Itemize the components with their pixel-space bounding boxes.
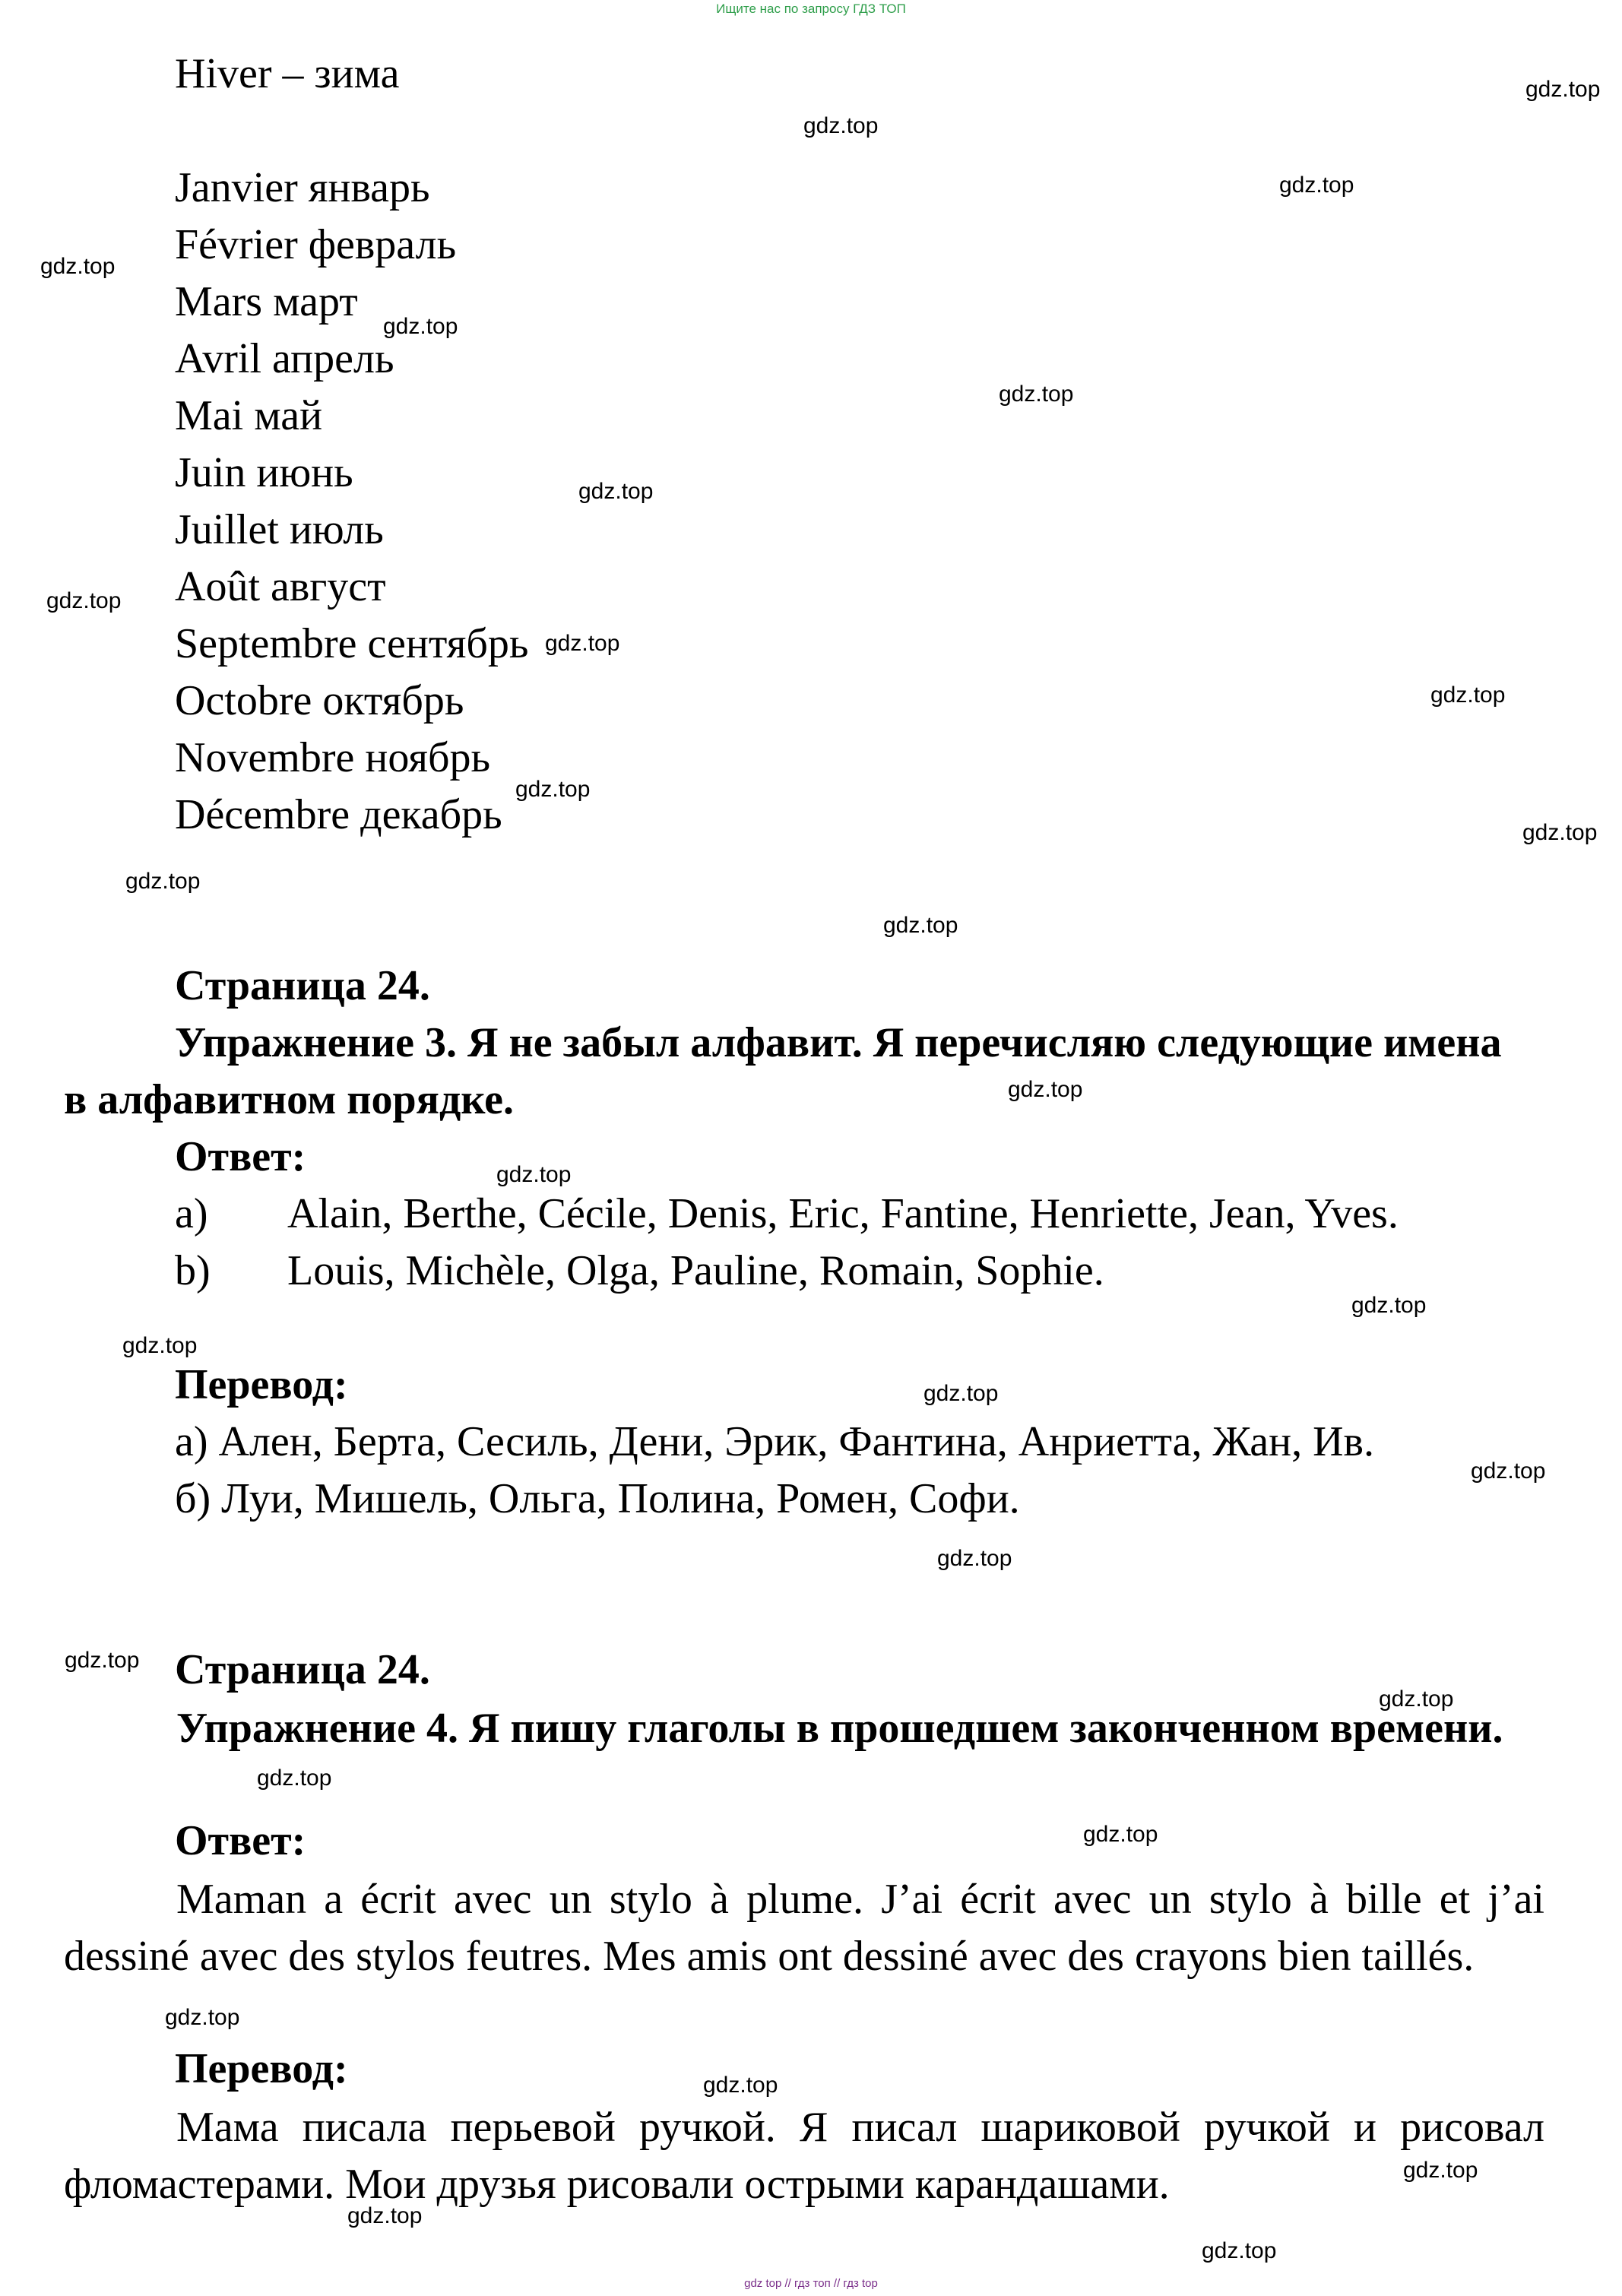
watermark: gdz.top	[1202, 2238, 1277, 2263]
watermark: gdz.top	[1403, 2158, 1478, 2183]
watermark: gdz.top	[383, 314, 458, 339]
month-item: Juillet июль	[175, 506, 384, 553]
ex3-title-line2: в алфавитном порядке.	[64, 1076, 515, 1123]
watermark: gdz.top	[703, 2073, 778, 2098]
watermark: gdz.top	[496, 1162, 572, 1187]
watermark: gdz.top	[578, 479, 654, 504]
watermark: gdz.top	[1525, 77, 1601, 102]
watermark: gdz.top	[1351, 1293, 1427, 1318]
watermark: gdz.top	[1279, 173, 1354, 198]
ex4-translation-text: Мама писала перьевой ручкой. Я писал шариковой ручкой и рисовал фломастерами. Мои друзья рисовали острыми карандашами.	[64, 2104, 1544, 2208]
ex4-page-heading: Страница 24.	[175, 1646, 430, 1693]
watermark: gdz.top	[999, 382, 1074, 407]
watermark: gdz.top	[1430, 682, 1506, 708]
season-heading: Hiver – зима	[175, 50, 400, 97]
ex4-answer-text: Maman a écrit avec un stylo à plume. J’ai écrit avec un stylo à bille et j’ai dessiné avec des stylos feutres. Mes amis ont dessiné avec des crayons bien taillés.	[64, 1876, 1544, 1980]
ex3-title-line1: Упражнение 3. Я не забыл алфавит. Я перечисляю следующие имена	[175, 1019, 1502, 1066]
watermark: gdz.top	[165, 2005, 240, 2030]
bottom-banner: gdz top // гдз топ // гдз top	[744, 2277, 878, 2290]
watermark: gdz.top	[1522, 820, 1598, 845]
month-item: Mars март	[175, 278, 358, 325]
watermark: gdz.top	[46, 588, 122, 613]
month-item: Octobre октябрь	[175, 677, 464, 724]
watermark: gdz.top	[515, 777, 591, 802]
watermark: gdz.top	[65, 1648, 140, 1673]
watermark: gdz.top	[122, 1333, 198, 1358]
ex4-translation-label: Перевод:	[175, 2045, 348, 2092]
watermark: gdz.top	[125, 869, 201, 894]
month-item: Juin июнь	[175, 449, 353, 496]
watermark: gdz.top	[883, 913, 958, 938]
top-banner: Ищите нас по запросу ГДЗ ТОП	[716, 2, 906, 16]
watermark: gdz.top	[1008, 1077, 1083, 1102]
watermark: gdz.top	[40, 254, 116, 279]
watermark: gdz.top	[257, 1766, 332, 1791]
watermark: gdz.top	[803, 113, 879, 138]
ex4-answer-label: Ответ:	[175, 1817, 306, 1864]
month-item: Août август	[175, 563, 386, 610]
month-item: Novembre ноябрь	[175, 734, 491, 781]
watermark: gdz.top	[347, 2203, 423, 2228]
ex3-answer-a-marker: a)	[175, 1190, 208, 1237]
ex3-translation-label: Перевод:	[175, 1361, 348, 1408]
watermark: gdz.top	[545, 631, 620, 656]
watermark: gdz.top	[923, 1381, 999, 1406]
month-item: Janvier январь	[175, 164, 430, 211]
watermark: gdz.top	[1083, 1822, 1158, 1847]
month-item: Février февраль	[175, 221, 457, 268]
ex3-answer-b: Louis, Michèle, Olga, Pauline, Romain, Sophie.	[287, 1247, 1104, 1294]
month-item: Avril апрель	[175, 335, 394, 382]
ex3-translation-a: а) Ален, Берта, Сесиль, Дени, Эрик, Фантина, Анриетта, Жан, Ив.	[175, 1418, 1374, 1465]
ex3-answer-label: Ответ:	[175, 1133, 306, 1180]
ex3-answer-a: Alain, Berthe, Cécile, Denis, Eric, Fantine, Henriette, Jean, Yves.	[287, 1190, 1399, 1237]
ex3-translation-b: б) Луи, Мишель, Ольга, Полина, Ромен, Софи.	[175, 1475, 1020, 1522]
month-item: Décembre декабрь	[175, 791, 502, 838]
ex4-title: Упражнение 4. Я пишу глаголы в прошедшем законченном времени.	[176, 1705, 1503, 1752]
watermark: gdz.top	[1379, 1686, 1454, 1712]
ex3-page-heading: Страница 24.	[175, 962, 430, 1009]
ex3-answer-b-marker: b)	[175, 1247, 211, 1294]
watermark: gdz.top	[937, 1546, 1012, 1571]
month-item: Mai май	[175, 392, 323, 439]
month-item: Septembre сентябрь	[175, 620, 529, 667]
watermark: gdz.top	[1471, 1458, 1546, 1484]
